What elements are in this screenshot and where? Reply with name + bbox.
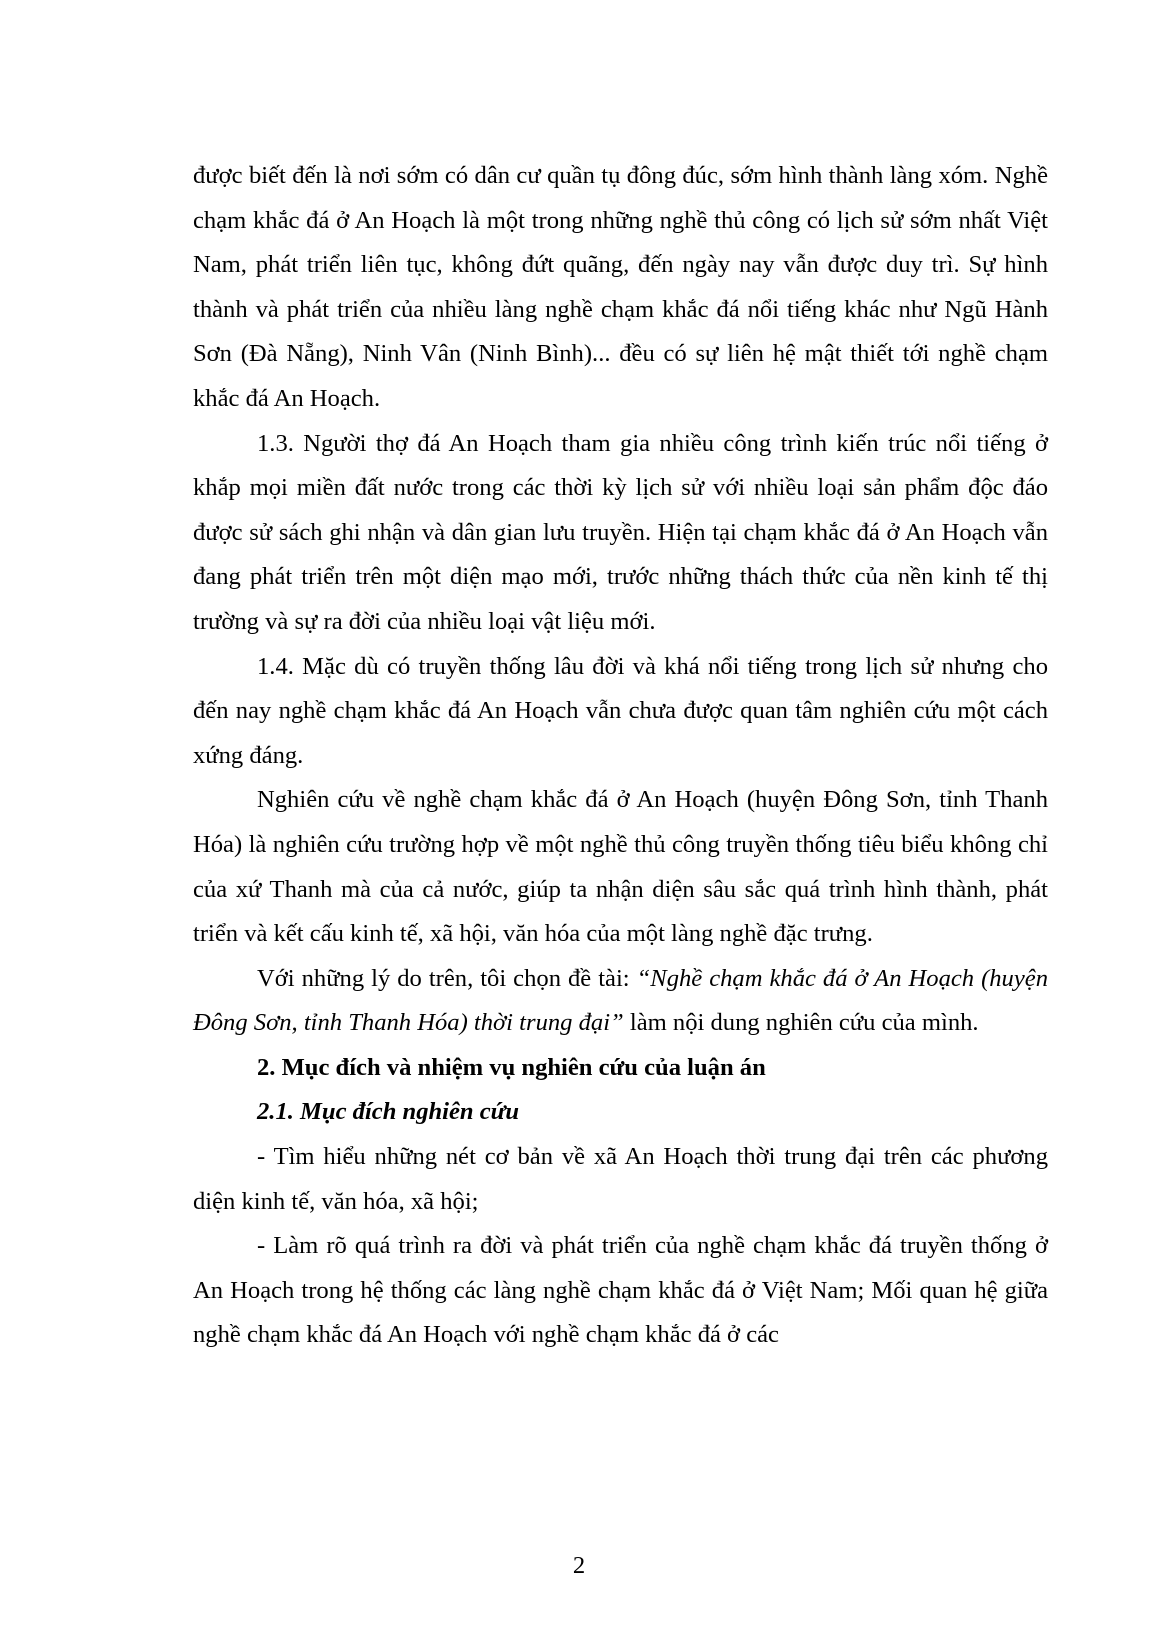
subsection-heading: 2.1. Mục đích nghiên cứu — [257, 1098, 520, 1126]
bullet-item: - Tìm hiểu những nét cơ bản về xã An Hoạch thời trung đại trên các phương diện kinh tế, văn hóa, xã hội; — [193, 1143, 1048, 1215]
page-number: 2 — [572, 1552, 586, 1579]
paragraph-research-significance: Nghiên cứu về nghề chạm khắc đá ở An Hoạch (huyện Đông Sơn, tỉnh Thanh Hóa) là nghiên cứu trường hợp về một nghề thủ công truyền thống tiêu biểu không chỉ của xứ Thanh mà của cả nước, giúp ta nhận diện sâu sắc quá trình hình thành, phát triển và kết cấu kinh tế, xã hội, văn hóa của một làng nghề đặc trưng. — [193, 786, 1048, 948]
paragraph-1-4: 1.4. Mặc dù có truyền thống lâu đời và khá nổi tiếng trong lịch sử nhưng cho đến nay nghề chạm khắc đá An Hoạch vẫn chưa được quan tâm nghiên cứu một cách xứng đáng. — [193, 652, 1048, 769]
bullet-item: - Làm rõ quá trình ra đời và phát triển của nghề chạm khắc đá truyền thống ở An Hoạch trong hệ thống các làng nghề chạm khắc đá ở Việt Nam; Mối quan hệ giữa nghề chạm khắc đá An Hoạch với nghề chạm khắc đá ở các — [193, 1232, 1048, 1349]
paragraph-topic-choice — [193, 957, 1048, 1046]
thesis-title: “Nghề chạm khắc đá ở An Hoạch (huyện Đông Sơn, tỉnh Thanh Hóa) thời trung đại” — [193, 964, 1048, 1037]
paragraph-1-3: 1.3. Người thợ đá An Hoạch tham gia nhiều công trình kiến trúc nổi tiếng ở khắp mọi miền đất nước trong các thời kỳ lịch sử với nhiều loại sản phẩm độc đáo được sử sách ghi nhận và dân gian lưu truyền. Hiện tại chạm khắc đá ở An Hoạch vẫn đang phát triển trên một diện mạo mới, trước những thách thức của nền kinh tế thị trường và sự ra đời của nhiều loại vật liệu mới. — [193, 429, 1048, 635]
page-body — [193, 154, 1048, 1358]
paragraph-intro-continued: được biết đến là nơi sớm có dân cư quần tụ đông đúc, sớm hình thành làng xóm. Nghề chạm khắc đá ở An Hoạch là một trong những nghề thủ công có lịch sử sớm nhất Việt Nam, phát triển liên tục, không đứt quãng, đến ngày nay vẫn được duy trì. Sự hình thành và phát triển của nhiều làng nghề chạm khắc đá nổi tiếng khác như Ngũ Hành Sơn (Đà Nẵng), Ninh Vân (Ninh Bình)... đều có sự liên hệ mật thiết tới nghề chạm khắc đá An Hoạch. — [193, 162, 1048, 412]
topic-choice-lead-text: Với những lý do trên, tôi chọn đề tài: — [257, 964, 637, 992]
topic-choice-trailing-text: làm nội dung nghiên cứu của mình. — [623, 1009, 979, 1037]
section-heading: 2. Mục đích và nhiệm vụ nghiên cứu của luận án — [257, 1053, 766, 1081]
